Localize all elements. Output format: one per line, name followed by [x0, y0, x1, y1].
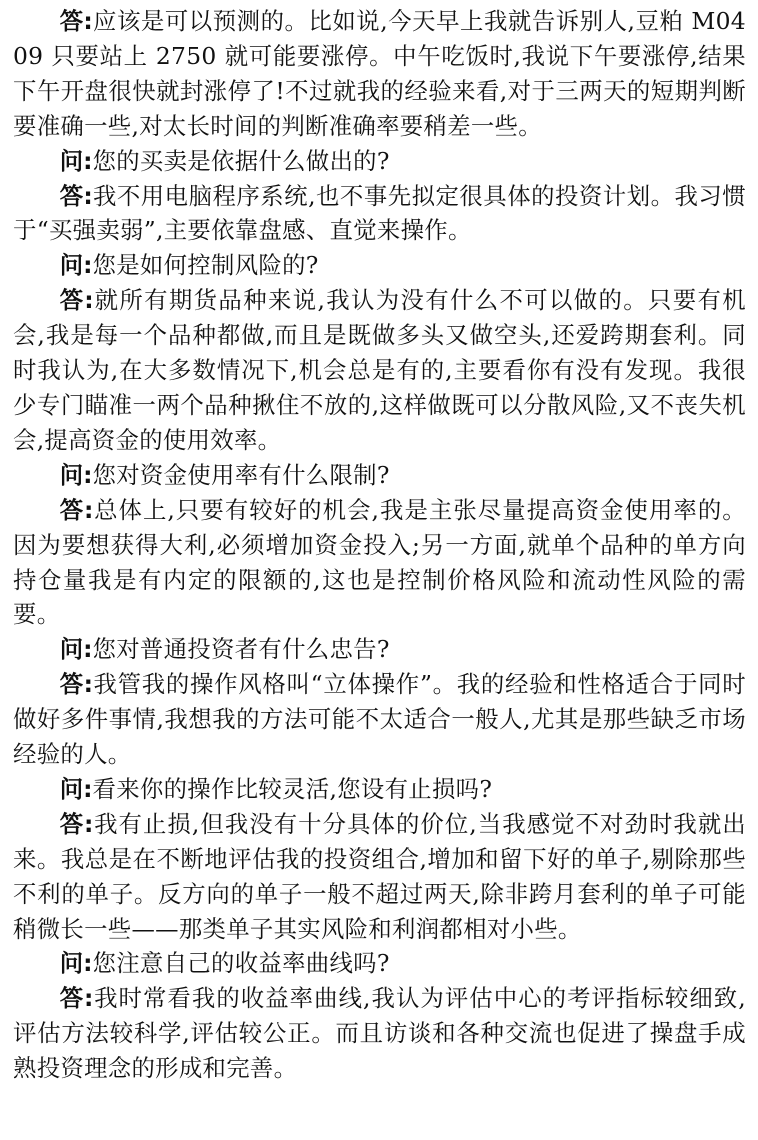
paragraph-text: 您对资金使用率有什么限制? [92, 460, 390, 489]
speaker-label: 答: [59, 809, 94, 838]
paragraph-text: 您对普通投资者有什么忠告? [92, 635, 390, 664]
paragraph-text: 应该是可以预测的。比如说,今天早上我就告诉别人,豆粕 M0409 只要站上 2750 就可能要涨停。中午吃饭时,我说下午要涨停,结果下午开盘很快就封涨停了!不过就我的经验来看,对于三两天的短期判断要准确一些,对太长时间的判断准确率要稍差一些。 [13, 7, 746, 140]
paragraph-text: 我不用电脑程序系统,也不事先拟定很具体的投资计划。我习惯于“买强卖弱”,主要依靠盘感、直觉来操作。 [13, 181, 746, 245]
question-paragraph [13, 772, 746, 807]
paragraph-text: 我管我的操作风格叫“立体操作”。我的经验和性格适合于同时做好多件事情,我想我的方法可能不太适合一般人,尤其是那些缺乏市场经验的人。 [13, 670, 746, 769]
speaker-label: 答: [59, 7, 93, 35]
answer-paragraph [13, 807, 746, 947]
paragraph-text: 看来你的操作比较灵活,您设有止损吗? [92, 774, 493, 803]
speaker-label: 问: [59, 774, 93, 803]
speaker-label: 问: [59, 146, 93, 175]
paragraph-text: 我有止损,但我没有十分具体的价位,当我感觉不对劲时我就出来。我总是在不断地评估我的投资组合,增加和留下好的单子,剔除那些不利的单子。反方向的单子一般不超过两天,除非跨月套利的单子可能稍微长一些——那类单子其实风险和利润都相对小些。 [13, 809, 746, 943]
speaker-label: 答: [59, 495, 94, 524]
speaker-label: 问: [59, 460, 93, 489]
question-paragraph [13, 248, 746, 283]
speaker-label: 答: [59, 181, 93, 210]
answer-paragraph [13, 667, 746, 772]
speaker-label: 答: [59, 984, 94, 1013]
speaker-label: 答: [59, 670, 93, 699]
question-paragraph [13, 144, 746, 179]
paragraph-text: 我时常看我的收益率曲线,我认为评估中心的考评指标较细致,评估方法较科学,评估较公正。而且访谈和各种交流也促进了操盘手成熟投资理念的形成和完善。 [13, 984, 746, 1083]
speaker-label: 问: [59, 949, 93, 978]
paragraph-text: 您的买卖是依据什么做出的? [92, 146, 390, 175]
answer-paragraph [13, 493, 746, 633]
paragraph-text: 总体上,只要有较好的机会,我是主张尽量提高资金使用率的。因为要想获得大利,必须增加资金投入;另一方面,就单个品种的单方向持仓量我是有内定的限额的,这也是控制价格风险和流动性风险的需要。 [13, 495, 746, 629]
question-paragraph [13, 458, 746, 493]
speaker-label: 问: [59, 251, 93, 280]
paragraph-text: 您注意自己的收益率曲线吗? [92, 949, 390, 978]
answer-paragraph [13, 4, 746, 144]
answer-paragraph [13, 981, 746, 1086]
speaker-label: 问: [59, 635, 93, 664]
paragraph-text: 就所有期货品种来说,我认为没有什么不可以做的。只要有机会,我是每一个品种都做,而且是既做多头又做空头,还爱跨期套利。同时我认为,在大多数情况下,机会总是有的,主要看你有没有发现。我很少专门瞄准一两个品种揪住不放的,这样做既可以分散风险,又不丧失机会,提高资金的使用效率。 [13, 286, 746, 454]
question-paragraph [13, 632, 746, 667]
question-paragraph [13, 946, 746, 981]
paragraph-text: 您是如何控制风险的? [92, 251, 319, 280]
answer-paragraph [13, 179, 746, 249]
speaker-label: 答: [59, 286, 94, 315]
answer-paragraph [13, 283, 746, 458]
